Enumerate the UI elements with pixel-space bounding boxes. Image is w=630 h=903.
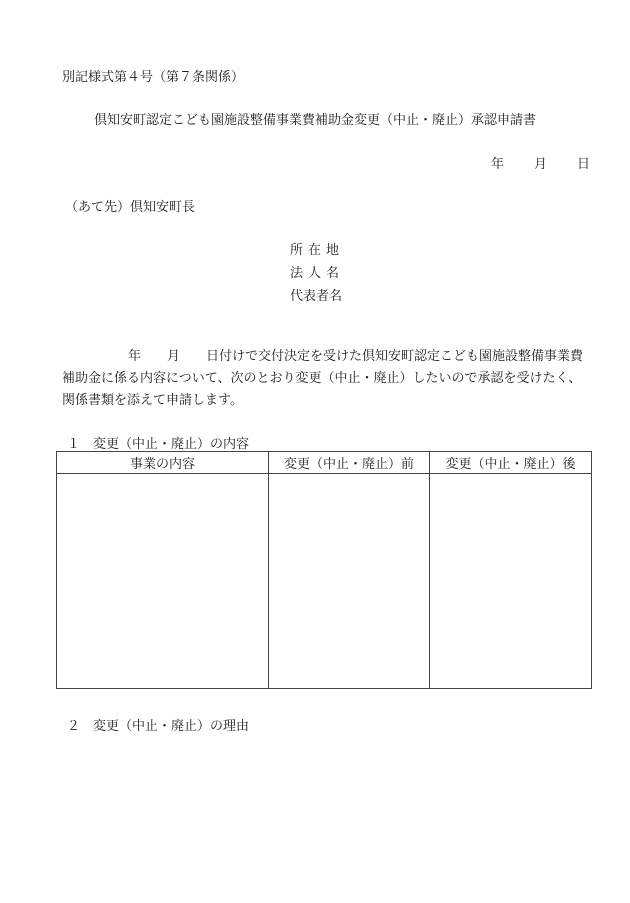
header-project-content: 事業の内容 bbox=[57, 452, 269, 474]
cell-after-change[interactable] bbox=[430, 474, 592, 689]
document-title: 倶知安町認定こども園施設整備事業費補助金変更（中止・廃止）承認申請書 bbox=[93, 113, 536, 128]
cell-project-content[interactable] bbox=[57, 474, 269, 689]
table-row bbox=[57, 474, 592, 689]
date-line bbox=[491, 153, 590, 172]
date-month-label: 月 bbox=[534, 157, 548, 172]
address-label: 所在地 bbox=[290, 243, 345, 258]
header-after-change: 変更（中止・廃止）後 bbox=[430, 452, 592, 474]
header-before-change: 変更（中止・廃止）前 bbox=[269, 452, 430, 474]
section-2-heading: ２ 変更（中止・廃止）の理由 bbox=[67, 719, 250, 734]
corporation-name-label: 法人名 bbox=[290, 266, 345, 281]
form-number: 別記様式第４号（第７条関係） bbox=[62, 70, 245, 85]
cell-before-change[interactable] bbox=[269, 474, 430, 689]
change-details-table bbox=[56, 451, 592, 689]
application-body-text: 年 月 日付けで交付決定を受けた倶知安町認定こども園施設整備事業費補助金に係る内容について、次のとおり変更（中止・廃止）したいので承認を受けたく、関係書類を添えて申請します。 bbox=[62, 349, 584, 408]
table-header-row bbox=[57, 452, 592, 474]
representative-label: 代表者名 bbox=[290, 289, 343, 304]
section-1-heading: １ 変更（中止・廃止）の内容 bbox=[67, 437, 250, 452]
date-day-label: 日 bbox=[577, 157, 591, 172]
date-year-label: 年 bbox=[491, 157, 505, 172]
recipient: （あて先）倶知安町長 bbox=[65, 200, 196, 215]
